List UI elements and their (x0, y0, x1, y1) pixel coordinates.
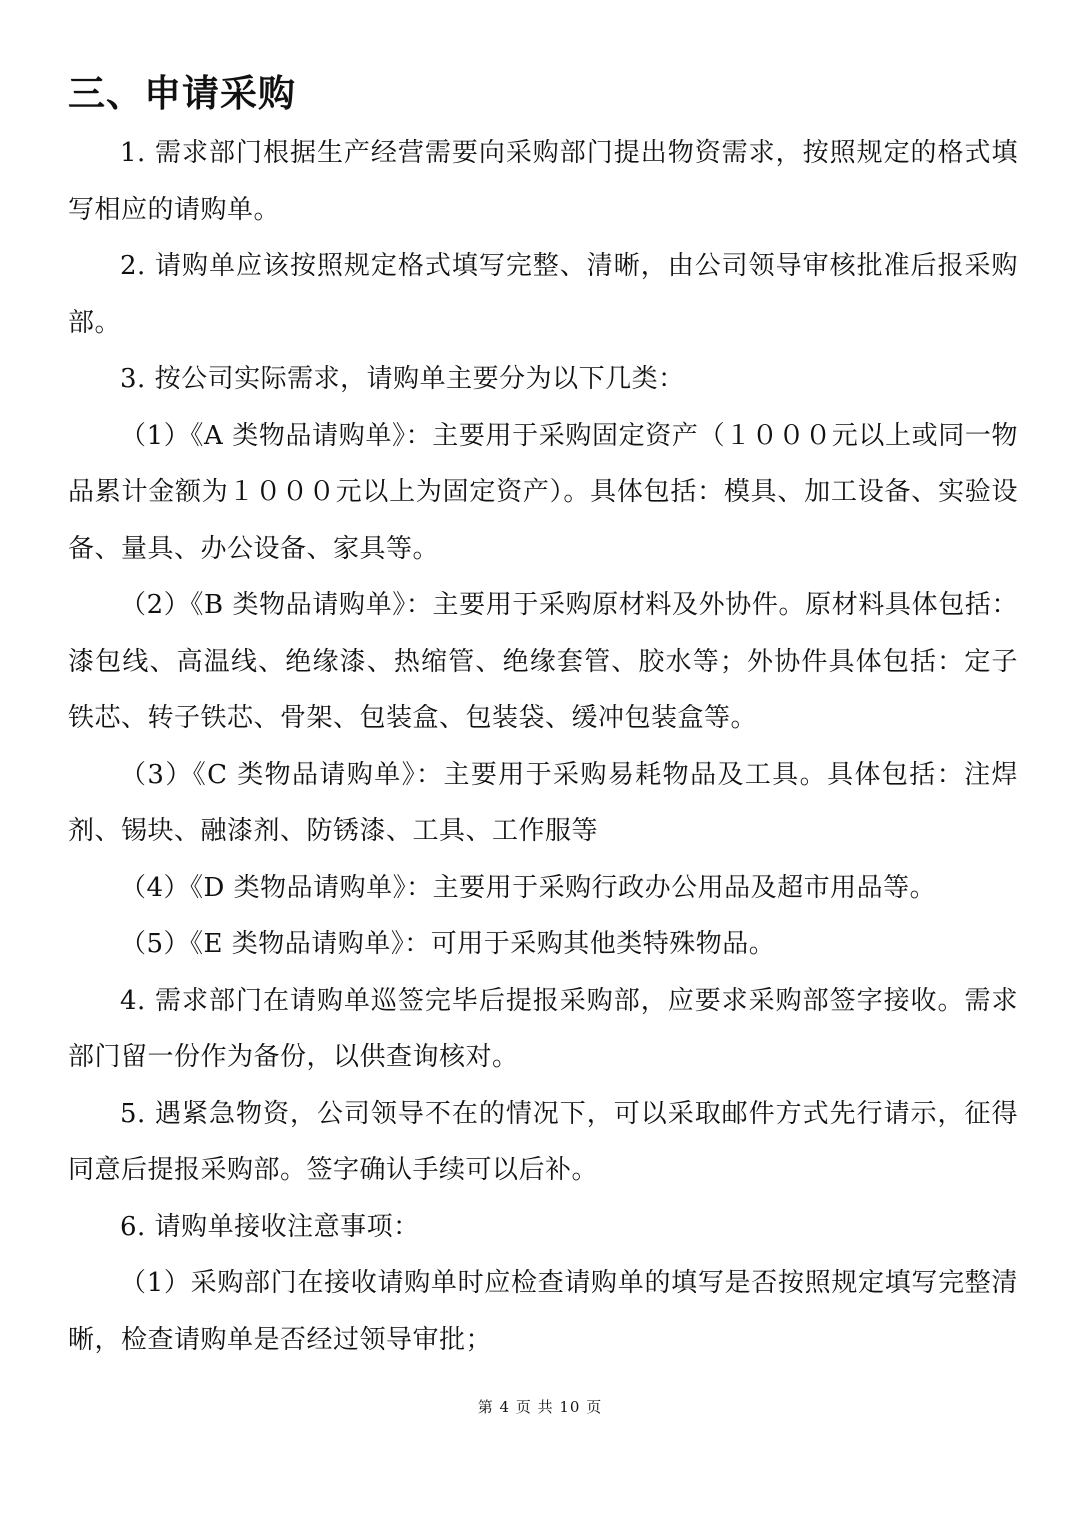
paragraph-category-a: （1）《A 类物品请购单》：主要用于采购固定资产（１０００元以上或同一物品累计金额为１０００元以上为固定资产）。具体包括：模具、加工设备、实验设备、量具、办公设备、家具等。 (68, 420, 1018, 564)
paragraph-category-e: （5）《E 类物品请购单》：可用于采购其他类特殊物品。 (120, 929, 776, 959)
section-title: 三、申请采购 (68, 72, 296, 115)
paragraph-urgent-materials: 5. 遇紧急物资，公司领导不在的情况下，可以采取邮件方式先行请示，征得同意后提报采购部。签字确认手续可以后补。 (68, 1098, 1018, 1185)
paragraph-category-b: （2）《B 类物品请购单》：主要用于采购原材料及外协件。原材料具体包括：漆包线、高温线、绝缘漆、热缩管、绝缘套管、胶水等；外协件具体包括：定子铁芯、转子铁芯、骨架、包装盒、包装袋、缓冲包装盒等。 (68, 590, 1018, 733)
paragraph-receipt-notes: 6. 请购单接收注意事项： (120, 1211, 420, 1242)
paragraph-submission-signoff: 4. 需求部门在请购单巡签完毕后提报采购部，应要求采购部签字接收。需求部门留一份作为备份，以供查询核对。 (68, 985, 1018, 1072)
body-text (68, 125, 1018, 1368)
page-number-footer: 第 4 页 共 10 页 (477, 1398, 603, 1416)
paragraph-receipt-check: （1）采购部门在接收请购单时应检查请购单的填写是否按照规定填写完整清晰，检查请购单是否经过领导审批； (68, 1268, 1018, 1355)
paragraph-categories-intro: 3. 按公司实际需求，请购单主要分为以下几类： (120, 364, 685, 394)
paragraph-requirement-submission: 1. 需求部门根据生产经营需要向采购部门提出物资需求，按照规定的格式填写相应的请购单。 (68, 138, 1018, 225)
paragraph-category-d: （4）《D 类物品请购单》：主要用于采购行政办公用品及超市用品等。 (120, 872, 937, 903)
paragraph-category-c: （3）《C 类物品请购单》：主要用于采购易耗物品及工具。具体包括：注焊剂、锡块、融漆剂、防锈漆、工具、工作服等 (68, 759, 1018, 846)
paragraph-approval: 2. 请购单应该按照规定格式填写完整、清晰，由公司领导审核批准后报采购部。 (68, 251, 1018, 338)
